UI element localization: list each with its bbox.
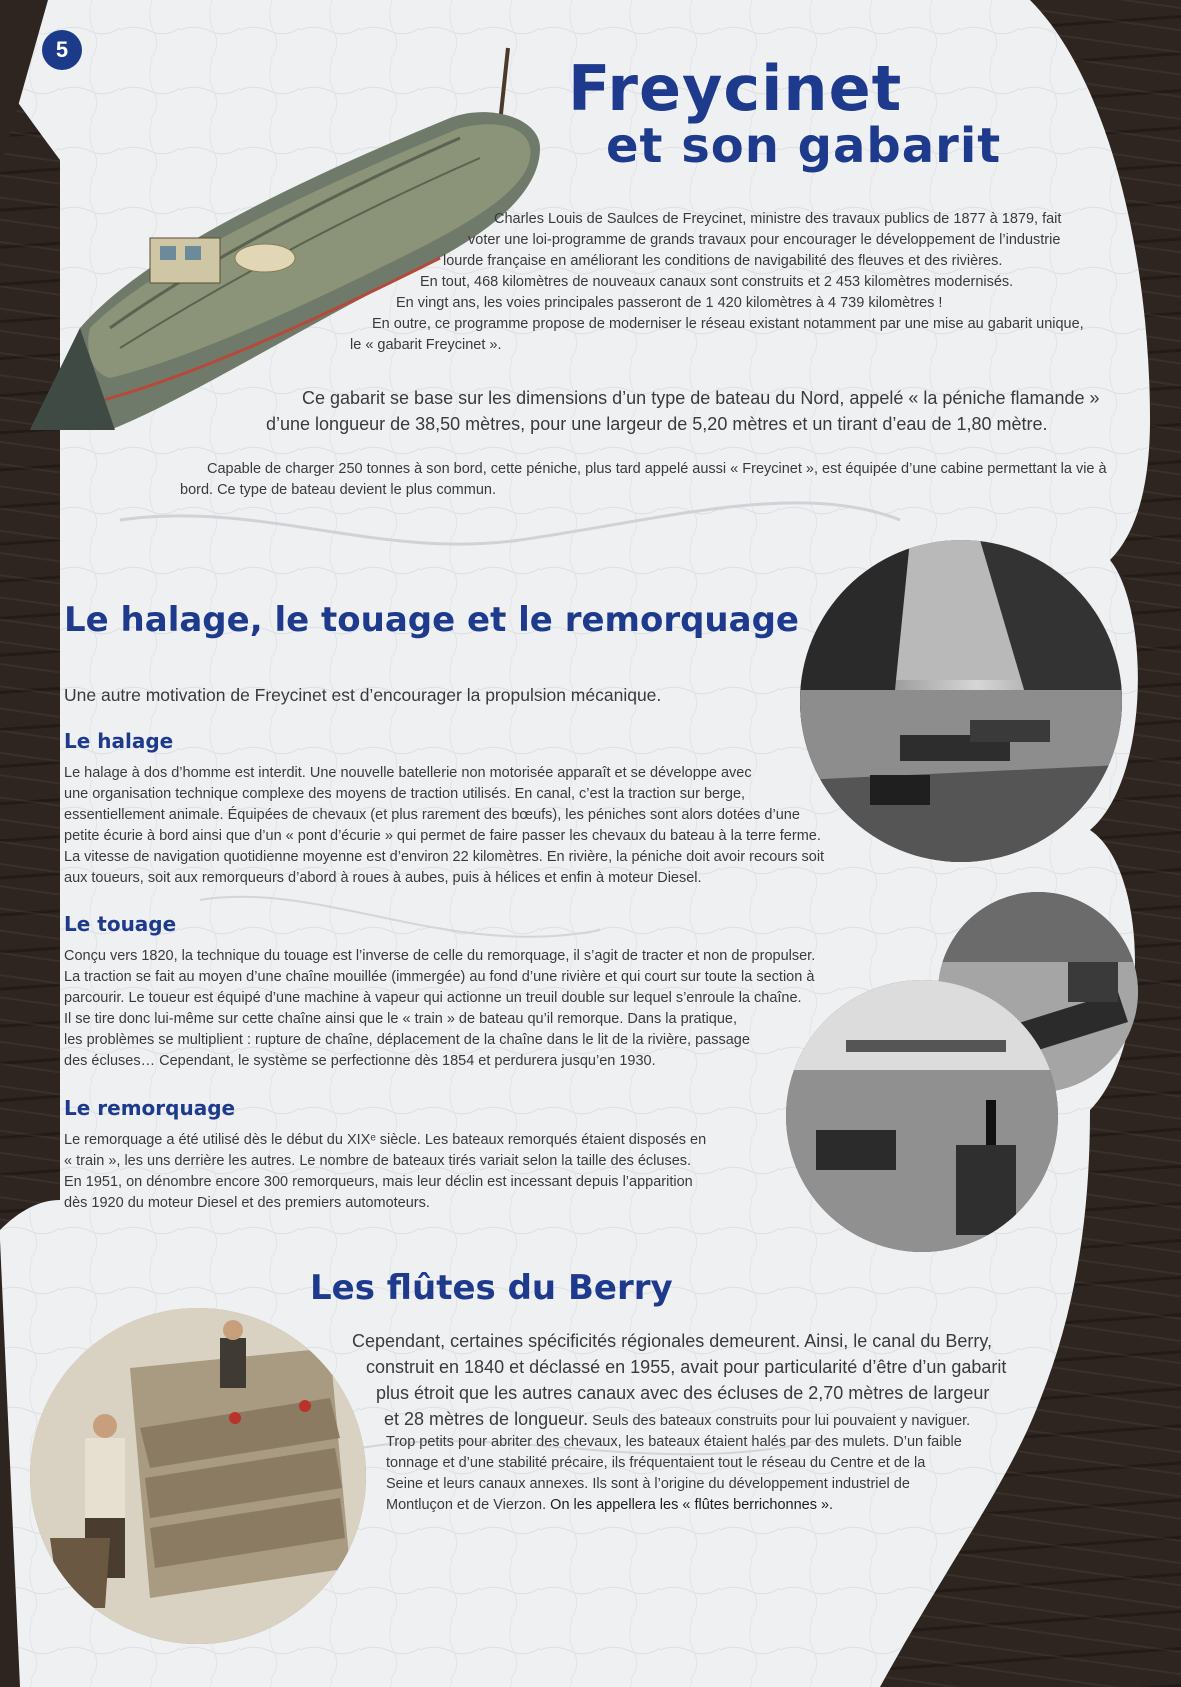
touage-line: Conçu vers 1820, la technique du touage est l’inverse de celle du remorquage, il s’agit de tracter et non de propulser. [64,948,816,964]
flute-berry-illustration [30,1308,366,1644]
subsection-title-halage: Le halage [64,729,174,753]
berry-line: plus étroit que les autres canaux avec des écluses de 2,70 mètres de largeur [376,1383,990,1403]
remorquage-line: Le remorquage a été utilisé dès le début du XIXᵉ siècle. Les bateaux remorqués étaient disposés en [64,1132,707,1148]
gabarit-line: d’une longueur de 38,50 mètres, pour une largeur de 5,20 mètres et un tirant d’eau de 1,80 mètre. [266,414,1048,434]
touage-line: Il se tire donc lui-même sur cette chaîne ainsi que le « train » de bateau qu’il remorque. Dans la pratique, [64,1011,738,1027]
halage-line: petite écurie à bord ainsi que d’un « pont d’écurie » qui permet de faire passer les chevaux du bateau à la terre ferme. [64,828,821,844]
touage-line: La traction se fait au moyen d’une chaîne mouillée (immergée) au fond d’une rivière et qui court sur toute la section à [64,969,815,985]
page-title: Freycinet [568,52,903,125]
berry-dimension-text: et 28 mètres de longueur. [384,1409,589,1429]
touage-line: des écluses… Cependant, le système se perfectionne dès 1854 et perdurera jusqu’en 1930. [64,1053,656,1069]
halage-line: essentiellement animale. Équipées de chevaux (et plus rarement des bœufs), les péniches sont alors dotées d’une [64,807,800,823]
berry-line-last [386,1497,833,1513]
berry-boats-text: Seuls des bateaux construits pour lui pouvaient y naviguer. [588,1413,971,1429]
intro-line: lourde française en améliorant les conditions de navigabilité des fleuves et des rivières. [443,253,1003,269]
halage-line: aux toueurs, soit aux remorqueurs d’abord à roues à aubes, puis à hélices et enfin à moteur Diesel. [64,870,702,886]
berry-line: Trop petits pour abriter des chevaux, les bateaux étaient halés par des mulets. D’un faible [386,1434,962,1450]
intro-line: le « gabarit Freycinet ». [350,337,502,353]
remorquage-line: dès 1920 du moteur Diesel et des premiers automoteurs. [64,1195,430,1211]
berry-line-mixed [384,1409,970,1430]
touage-line: parcourir. Le toueur est équipé d’une machine à vapeur qui actionne un treuil double sur lequel s’enroule la chaîne. [64,990,802,1006]
capacity-line: bord. Ce type de bateau devient le plus commun. [180,482,496,498]
page-number-badge: 5 [42,30,82,70]
subsection-title-touage: Le touage [64,912,177,936]
remorquage-line: « train », les uns derrière les autres. Le nombre de bateaux tirés variait selon la taille des écluses. [64,1153,692,1169]
flutes-berrichonnes-text: On les appellera les « flûtes berrichonnes ». [550,1497,834,1513]
section-title-berry: Les flûtes du Berry [310,1268,673,1308]
remorquage-photo [786,980,1058,1252]
section-title-traction: Le halage, le touage et le remorquage [64,600,799,640]
gabarit-line: Ce gabarit se base sur les dimensions d’un type de bateau du Nord, appelé « la péniche flamande » [302,388,1100,408]
berry-line: Cependant, certaines spécificités régionales demeurent. Ainsi, le canal du Berry, [352,1331,993,1351]
berry-line: Seine et leurs canaux annexes. Ils sont à l’origine du développement industriel de [386,1476,910,1492]
remorquage-line: En 1951, on dénombre encore 300 remorqueurs, mais leur déclin est incessant depuis l’apparition [64,1174,693,1190]
touage-line: les problèmes se multiplient : rupture de chaîne, déplacement de la chaîne dans le lit de la rivière, passage [64,1032,750,1048]
halage-line: Le halage à dos d’homme est interdit. Une nouvelle batellerie non motorisée apparaît et se développe avec [64,765,752,781]
berry-line: construit en 1840 et déclassé en 1955, avait pour particularité d’être d’un gabarit [366,1357,1007,1377]
halage-photo [800,540,1122,862]
capacity-line: Capable de charger 250 tonnes à son bord, cette péniche, plus tard appelé aussi « Freycinet », est équipée d’une cabine permettant la vie à [207,461,1107,477]
berry-line: tonnage et d’une stabilité précaire, ils fréquentaient tout le réseau du Centre et de la [386,1455,926,1471]
page-subtitle: et son gabarit [606,118,1002,174]
berry-towns-text: Montluçon et de Vierzon. [386,1497,551,1513]
intro-line: En outre, ce programme propose de moderniser le réseau existant notamment par une mise au gabarit unique, [372,316,1084,332]
intro-line: Charles Louis de Saulces de Freycinet, ministre des travaux publics de 1877 à 1879, fait [494,211,1062,227]
halage-line: La vitesse de navigation quotidienne moyenne est d’environ 22 kilomètres. En rivière, la péniche doit avoir recours soit [64,849,825,865]
intro-line: En vingt ans, les voies principales passeront de 1 420 kilomètres à 4 739 kilomètres ! [396,295,943,311]
traction-lead: Une autre motivation de Freycinet est d’encourager la propulsion mécanique. [64,685,662,705]
intro-line: voter une loi-programme de grands travaux pour encourager le développement de l’industrie [468,232,1061,248]
halage-line: une organisation technique complexe des moyens de traction utilisés. En canal, c’est la traction sur berge, [64,786,746,802]
intro-line: En tout, 468 kilomètres de nouveaux canaux sont construits et 2 453 kilomètres modernisés. [420,274,1014,290]
subsection-title-remorquage: Le remorquage [64,1096,236,1120]
